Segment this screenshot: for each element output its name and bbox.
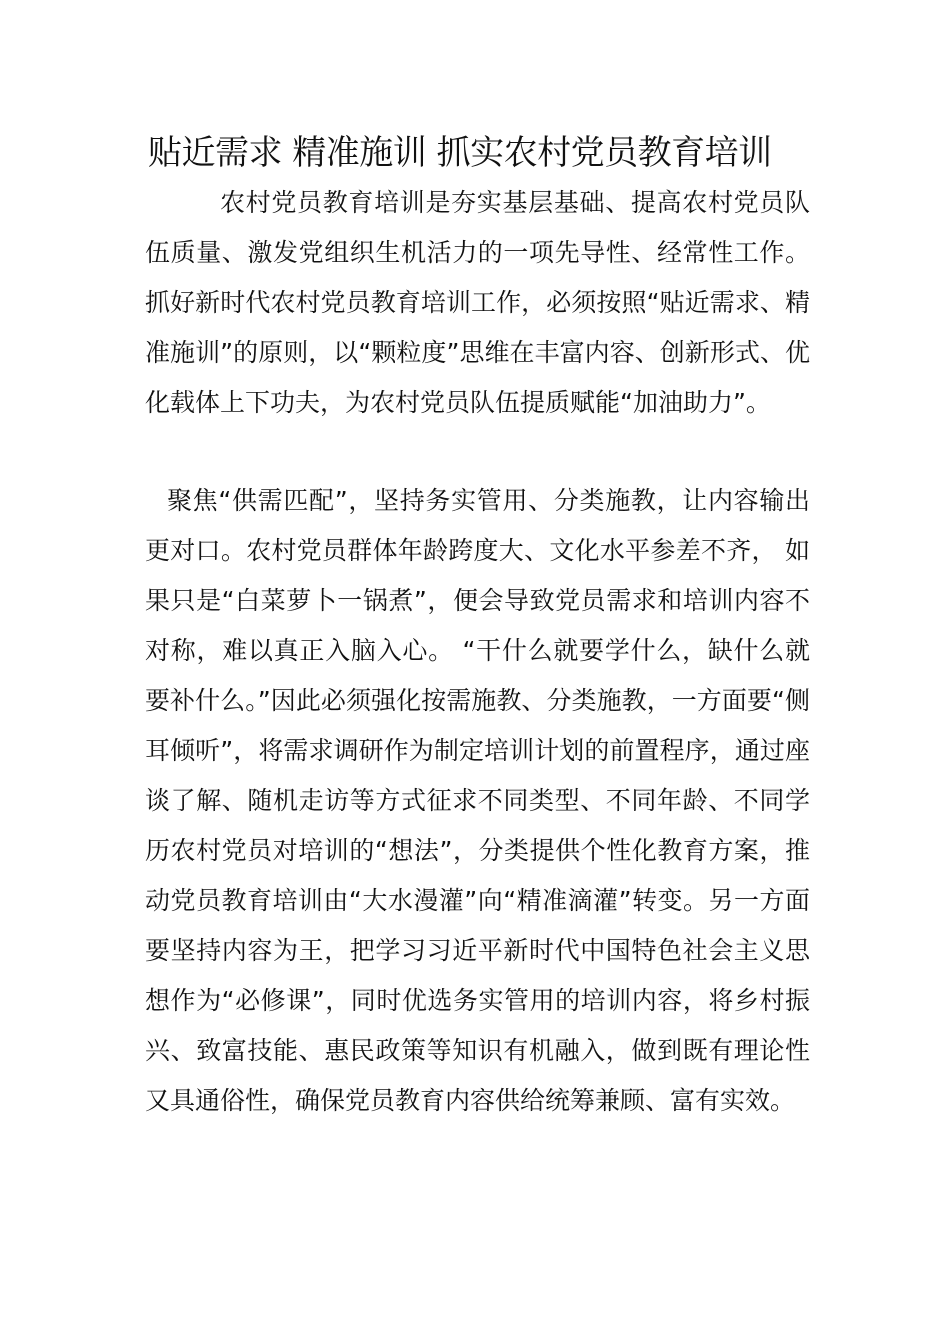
paragraph-supply-demand: 聚焦“供需匹配”，坚持务实管用、分类施教，让内容输出更对口。农村党员群体年龄跨度大、文化水平参差不齐， 如果只是“白菜萝卜一锅煮”，便会导致党员需求和培训内容不对称，难以真正入脑入心。 “干什么就要学什么，缺什么就要补什么。”因此必须强化按需施教、分类施教，一方面要“侧耳倾听”，将需求调研作为制定培训计划的前置程序，通过座谈了解、随机走访等方式征求不同类型、不同年龄、不同学历农村党员对培训的“想法”，分类提供个性化教育方案，推动党员教育培训由“大水漫灌”向“精准滴灌”转变。另一方面要坚持内容为王，把学习习近平新时代中国特色社会主义思想作为“必修课”，同时优选务实管用的培训内容，将乡村振兴、致富技能、惠民政策等知识有机融入，做到既有理论性又具通俗性，确保党员教育内容供给统筹兼顾、富有实效。 bbox=[145, 486, 810, 1115]
paragraph-intro: 农村党员教育培训是夯实基层基础、提高农村党员队伍质量、激发党组织生机活力的一项先导性、经常性工作。抓好新时代农村党员教育培训工作，必须按照“贴近需求、精准施训”的原则，以“颗粒度”思维在丰富内容、创新形式、优化载体上下功夫，为农村党员队伍提质赋能“加油助力”。 bbox=[145, 188, 810, 417]
document-title: 贴近需求 精准施训 抓实农村党员教育培训 bbox=[148, 133, 772, 173]
